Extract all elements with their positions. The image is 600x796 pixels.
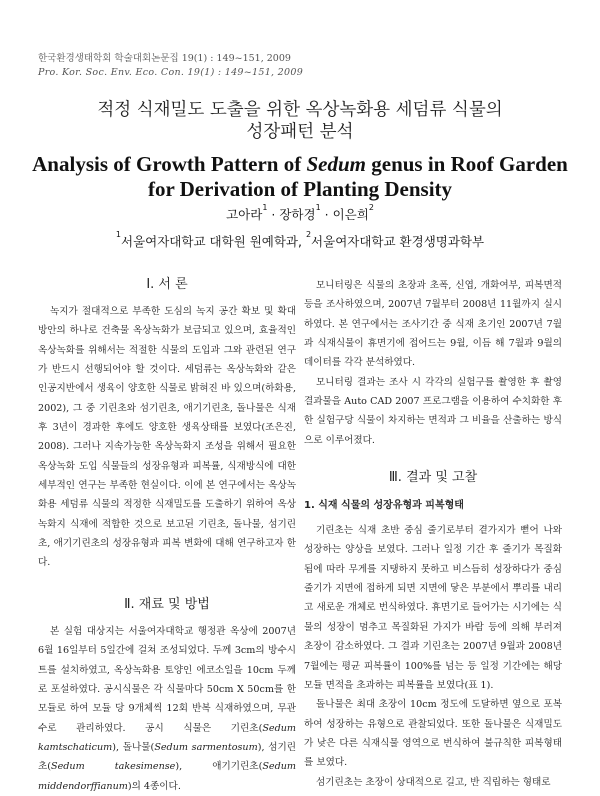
methods-text-a: 본 실험 대상지는 서울여자대학교 행정관 옥상에 2007년 6월 16일부터 5일간에 걸쳐 조성되었다. 두께 3cm의 방수시트를 설치하였고, 옥상녹화용 토양인 에코소일을 10cm 두께로 포설하였다. 공시식물은 각 식물마다 50cm X 50cm를 한 모듈로 하여 모듈 당 9개체씩 12회 반복 식재하였으며, 무관수로 관리하였다. 공시 식물은 기린초( xyxy=(38,625,296,734)
results-heading: Ⅲ. 결과 및 고찰 xyxy=(388,470,478,486)
title-en-italic: Sedum xyxy=(306,152,366,176)
species-sarmentosum: Sedum sarmentosum xyxy=(154,741,258,753)
results-paragraph-2: 돌나물은 최대 초장이 10cm 정도에 도달하면 옆으로 포복하여 성장하는 유형으로 관찰되었다. 또한 돌나물은 식재밀도가 낮은 다른 식재식물 영역으로 번식하여 불규칙한 피복형태를 보였다. xyxy=(304,699,562,769)
affil-2-sup: 2 xyxy=(305,230,312,239)
title-en-pre: Analysis of Growth Pattern of xyxy=(32,152,307,176)
title-english-line2: for Derivation of Planting Density xyxy=(147,177,453,201)
journal-citation-ko: 한국환경생태학회 학술대회논문집 19(1) : 149~151, 2009 xyxy=(38,53,291,64)
left-column xyxy=(38,267,296,796)
methods-text-b: ), 돌나물( xyxy=(112,741,155,753)
author-2-sup: 1 xyxy=(315,203,321,212)
results-paragraph-1: 기린초는 식재 초반 중심 줄기로부터 곁가지가 뻗어 나와 성장하는 양상을 보였다. 그러나 일정 기간 후 줄기가 목질화 됨에 따라 무게를 지탱하지 못하고 비스듬히 성장하다가 중심 줄기가 지면에 접하게 되면 지면에 닿은 부분에서 뿌리를 내리고 새로운 개체로 번식하였다. 휴면기로 들어가는 시기에는 식물의 성장이 멈추고 목질화된 가지가 바람 등에 의해 부러져 초장이 감소하였다. 그 결과 기린초는 2007년 9월과 2008년 7월에는 평균 피복률이 100%를 넘는 등 일정 기간에는 해당 모듈 면적을 초과하는 피복률을 보였다(표 1). xyxy=(304,525,562,691)
intro-paragraph: 녹지가 절대적으로 부족한 도심의 녹지 공간 확보 및 확대방안의 하나로 건축물 옥상녹화가 보급되고 있으며, 효율적인 옥상녹화를 위해서는 적절한 식물의 도입과 그와 관련된 연구가 반드시 선행되어야 할 것이다. 세덤류는 옥상녹화와 같은 인공지반에서 생육이 양호한 식물로 밝혀진 바 있으며(하화용, 2002), 그 중 기린초와 섬기린초, 애기기린초, 돌나물은 식재 후 3년이 경과한 후에도 양호한 생육상태를 보였다(조은진, 2008). 그러나 지속가능한 옥상녹화지 조성을 위해서 필요한 옥상녹화 도입 식물들의 성장유형과 피복률, 식재방식에 대한 세부적인 연구는 부족한 현실이다. 이에 본 연구에서는 옥상녹화용 세덤류 식물의 적정한 식재밀도를 도출하기 위하여 옥상녹화지 식재에 적합한 것으로 보고된 기린초, 돌나물, 섬기린초, 애기기린초의 성장유형과 피복 변화에 대해 연구하고자 한다. xyxy=(38,306,296,569)
intro-heading: Ⅰ. 서 론 xyxy=(146,277,188,292)
journal-header xyxy=(38,52,303,80)
journal-citation-en: Pro. Kor. Soc. Env. Eco. Con. 19(1) : 149~151, 2009 xyxy=(38,67,304,78)
author-1: 고아라 xyxy=(226,207,263,222)
results-subheading: 1. 식재 식물의 성장유형과 피복형태 xyxy=(304,500,464,512)
species-kamtschaticum: Sedum kamtschaticum xyxy=(38,722,296,753)
methods-paragraph-2: 모니터링은 식물의 초장과 초폭, 신엽, 개화여부, 피복면적 등을 조사하였으며, 2007년 7월부터 2008년 11월까지 실시하였다. 본 연구에서는 조사기간 중 식재 초기인 2007년 7월과 식재식물이 휴면기에 접어드는 9월, 이듬 해 7월과 9월의 데이터를 각각 분석하였다. xyxy=(304,280,562,369)
affil-1: 서울여자대학교 대학원 원예학과, xyxy=(121,234,306,249)
title-english-line1 xyxy=(0,152,600,177)
species-takesimense: Sedum takesimense xyxy=(51,761,176,773)
affiliations xyxy=(0,232,600,250)
affil-1-sup: 1 xyxy=(115,230,121,239)
methods-paragraph-3: 모니터링 결과는 조사 시 각각의 실험구를 촬영한 후 촬영결과물을 Auto CAD 2007 프로그램을 이용하여 수치화한 후 한 실험구당 식물이 차지하는 면적과 그 비율을 산출하는 방식으로 이루어졌다. xyxy=(304,376,562,446)
title-korean-line2: 성장패턴 분석 xyxy=(246,122,354,142)
affil-2: 서울여자대학교 환경생명과학부 xyxy=(311,234,485,249)
author-list: 고아라$^1$ · 장하경$^1$ · 이은희$^2$ xyxy=(226,203,374,222)
methods-heading: Ⅱ. 재료 및 방법 xyxy=(124,596,210,612)
right-column xyxy=(304,276,562,792)
title-korean xyxy=(0,99,600,143)
species-middendorffianum: Sedum middendorffianum xyxy=(38,761,296,792)
title-korean-line1: 적정 식재밀도 도출을 위한 옥상녹화용 세덤류 식물의 xyxy=(97,100,503,120)
title-en-post: genus in Roof Garden xyxy=(366,152,568,176)
author-3: 이은희 xyxy=(332,207,369,222)
methods-text-c: ), 섬기린초( xyxy=(38,741,296,773)
methods-text-e: )의 4종이다. xyxy=(127,780,181,792)
methods-paragraph-1 xyxy=(38,622,296,796)
author-3-sup: 2 xyxy=(368,203,374,212)
title-english xyxy=(0,152,600,202)
methods-text-d: ), 애기기린초( xyxy=(175,761,263,773)
results-paragraph-3: 섬기린초는 초장이 상대적으로 길고, 반 직립하는 형태로 xyxy=(316,776,551,788)
author-2: 장하경 xyxy=(279,207,316,222)
author-1-sup: 1 xyxy=(262,203,268,212)
